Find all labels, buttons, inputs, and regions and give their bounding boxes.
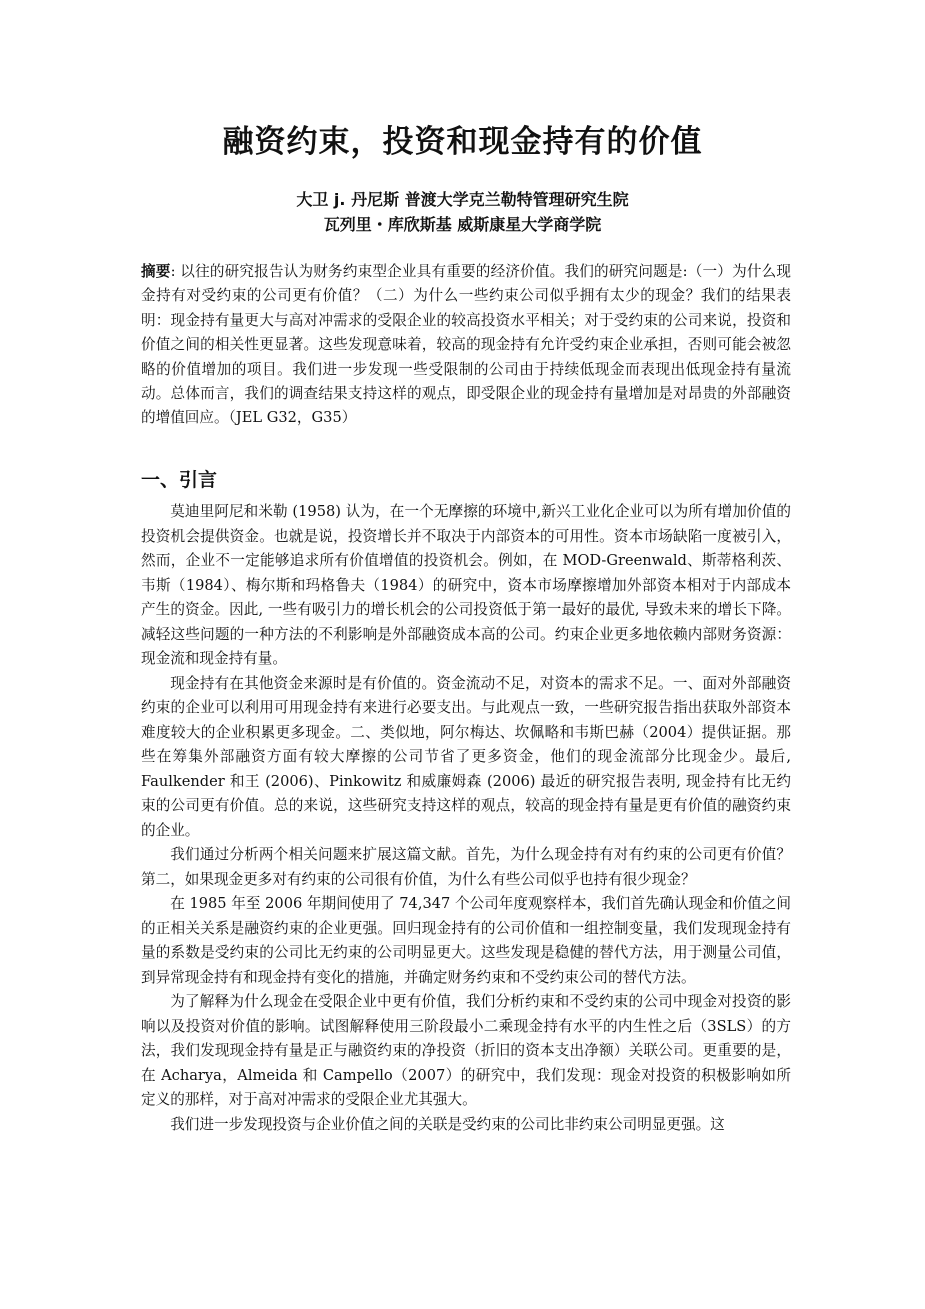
paragraph: 我们进一步发现投资与企业价值之间的关联是受约束的公司比非约束公司明显更强。这 bbox=[170, 1115, 725, 1133]
paragraph: 我们通过分析两个相关问题来扩展这篇文献。首先，为什么现金持有对有约束的公司更有价值？第二，如果现金更多对有约束的公司很有价值，为什么有些公司似乎也持有很少现金？ bbox=[141, 846, 791, 888]
abstract-label: 摘要 bbox=[141, 263, 171, 280]
paper-title: 融资约束，投资和现金持有的价值 bbox=[222, 124, 703, 160]
abstract-text: : 以往的研究报告认为财务约束型企业具有重要的经济价值。我们的研究问题是:（一）为什么现金持有对受约束的公司更有价值？（二）为什么一些约束公司似乎拥有太少的现金？我们的结果表明：现金持有量更大与高对冲需求的受限企业的较高投资水平相关；对于受约束的公司来说，投资和价值之间的相关性更显著。这些发现意味着，较高的现金持有允许受约束企业承担，否则可能会被忽略的价值增加的项目。我们进一步发现一些受限制的公司由于持续低现金而表现出低现金持有量流动。总体而言，我们的调查结果支持这样的观点，即受限企业的现金持有量增加是对昂贵的外部融资的增值回应。（JEL G32，G35） bbox=[141, 263, 791, 427]
paragraph: 莫迪里阿尼和米勒 (1958) 认为，在一个无摩擦的环境中,新兴工业化企业可以为所有增加价值的投资机会提供资金。也就是说，投资增长并不取决于内部资本的可用性。资本市场缺陷一度被引入，然而，企业不一定能够追求所有价值增值的投资机会。例如，在 MOD-Greenwald、斯蒂格利茨、韦斯（1984）、梅尔斯和玛格鲁夫（1984）的研究中，资本市场摩擦增加外部资本相对于内部成本产生的资金。因此, 一些有吸引力的增长机会的公司投资低于第一最好的最优, 导致未来的增长下降。减轻这些问题的一种方法的不利影响是外部融资成本高的公司。约束企业更多地依赖内部财务资源：现金流和现金持有量。 bbox=[141, 503, 791, 667]
paragraph: 在 1985 年至 2006 年期间使用了 74,347 个公司年度观察样本，我们首先确认现金和价值之间的正相关关系是融资约束的企业更强。回归现金持有的公司价值和一组控制变量，我们发现现金持有量的系数是受约束的公司比无约束的公司明显更大。这些发现是稳健的替代方法，用于测量公司值，到异常现金持有和现金持有变化的措施，并确定财务约束和不受约束公司的替代方法。 bbox=[141, 895, 791, 986]
abstract bbox=[141, 260, 791, 431]
section-body bbox=[141, 500, 791, 1137]
paragraph: 为了解释为什么现金在受限企业中更有价值，我们分析约束和不受约束的公司中现金对投资的影响以及投资对价值的影响。试图解释使用三阶段最小二乘现金持有水平的内生性之后（3SLS）的方法，我们发现现金持有量是正与融资约束的净投资（折旧的资本支出净额）关联公司。更重要的是，在 Acharya，Almeida 和 Campello（2007）的研究中，我们发现：现金对投资的积极影响如所定义的那样，对于高对冲需求的受限企业尤其强大。 bbox=[141, 993, 791, 1108]
author-line-1: 大卫 j. 丹尼斯 普渡大学克兰勒特管理研究生院 bbox=[296, 190, 629, 209]
section-heading: 一、引言 bbox=[141, 469, 218, 491]
author-line-2: 瓦列里・库欣斯基 威斯康星大学商学院 bbox=[323, 215, 602, 234]
paragraph: 现金持有在其他资金来源时是有价值的。资金流动不足，对资本的需求不足。一、面对外部融资约束的企业可以利用可用现金持有来进行必要支出。与此观点一致，一些研究报告指出获取外部资本难度较大的企业积累更多现金。二、类似地，阿尔梅达、坎佩略和韦斯巴赫（2004）提供证据。那些在筹集外部融资方面有较大摩擦的公司节省了更多资金，他们的现金流部分比现金少。最后, Faulkender 和王 (2006)、Pinkowitz 和威廉姆森 (2006) 最近的研究报告表明, 现金持有比无约束的公司更有价值。总的来说，这些研究支持这样的观点，较高的现金持有量是更有价值的融资约束的企业。 bbox=[141, 674, 791, 839]
